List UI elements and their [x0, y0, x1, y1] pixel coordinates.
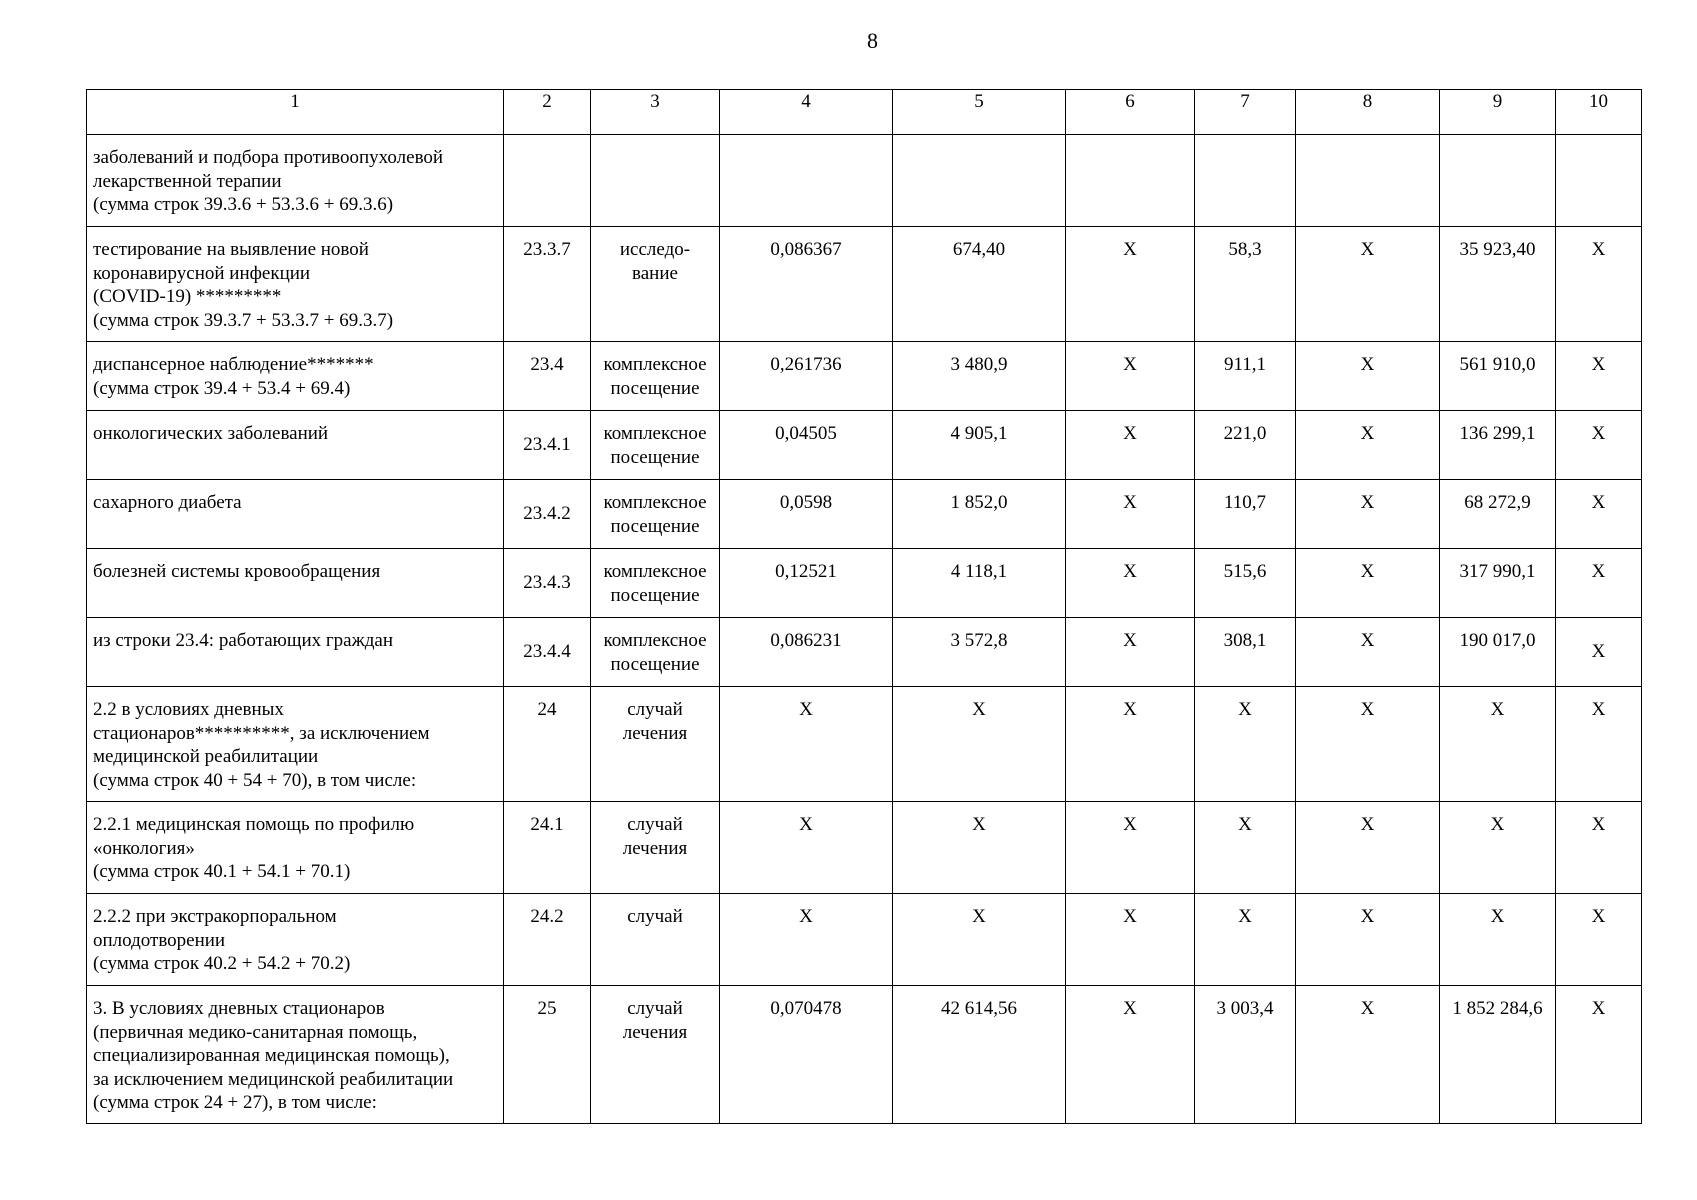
value-cell-c6: X: [1066, 802, 1195, 894]
value-cell-c5: 4 118,1: [893, 549, 1066, 618]
value-cell-c4: 0,0598: [720, 480, 893, 549]
row-name-cell: [87, 411, 504, 480]
row-code-cell: 23.4.3: [504, 549, 591, 618]
value-cell-c10: X: [1556, 411, 1642, 480]
value-cell-c10: X: [1556, 986, 1642, 1124]
unit-cell: [591, 135, 720, 227]
column-header: 6: [1066, 90, 1195, 135]
column-header: 9: [1440, 90, 1556, 135]
row-name-line: онкологических заболеваний: [93, 423, 329, 444]
column-header: 5: [893, 90, 1066, 135]
value-cell-c10: X: [1556, 480, 1642, 549]
unit-line: случай: [627, 699, 683, 720]
row-code-cell: 23.4.2: [504, 480, 591, 549]
column-header: 8: [1296, 90, 1440, 135]
unit-cell: [591, 480, 720, 549]
value-cell-c10: [1556, 135, 1642, 227]
value-cell-c9: X: [1440, 894, 1556, 986]
value-cell-c6: X: [1066, 618, 1195, 687]
row-name-line: (сумма строк 40.1 + 54.1 + 70.1): [93, 861, 351, 882]
table-row: [87, 802, 1642, 894]
value-cell-c9: 190 017,0: [1440, 618, 1556, 687]
page-number: 8: [867, 28, 878, 53]
unit-line: случай: [627, 906, 683, 927]
column-header: 2: [504, 90, 591, 135]
row-name-line: оплодотворении: [93, 929, 226, 951]
unit-line: посещение: [610, 377, 700, 399]
row-name-line: (сумма строк 40 + 54 + 70), в том числе:: [93, 769, 417, 791]
column-header: 3: [591, 90, 720, 135]
row-name-line: из строки 23.4: работающих граждан: [93, 630, 394, 651]
value-cell-c8: X: [1296, 549, 1440, 618]
value-cell-c5: 3 572,8: [893, 618, 1066, 687]
row-name-line: заболеваний и подбора противоопухолевой: [93, 147, 444, 168]
column-header: 4: [720, 90, 893, 135]
row-code-cell: 24: [504, 687, 591, 802]
unit-line: посещение: [610, 446, 700, 468]
value-cell-c9: 561 910,0: [1440, 342, 1556, 411]
unit-cell: [591, 618, 720, 687]
row-name-cell: [87, 549, 504, 618]
row-name-line: 2.2.1 медицинская помощь по профилю: [93, 814, 415, 835]
row-name-cell: [87, 618, 504, 687]
value-cell-c9: 136 299,1: [1440, 411, 1556, 480]
row-name-line: (сумма строк 39.4 + 53.4 + 69.4): [93, 377, 351, 399]
table-row: [87, 894, 1642, 986]
value-cell-c8: X: [1296, 618, 1440, 687]
unit-line: посещение: [610, 653, 700, 675]
value-cell-c4: 0,04505: [720, 411, 893, 480]
row-name-line: 2.2 в условиях дневных: [93, 699, 284, 720]
value-cell-c10: X: [1556, 549, 1642, 618]
value-cell-c9: [1440, 135, 1556, 227]
value-cell-c4: X: [720, 894, 893, 986]
value-cell-c4: 0,086367: [720, 227, 893, 342]
row-code-cell: 24.2: [504, 894, 591, 986]
row-name-line: (сумма строк 39.3.6 + 53.3.6 + 69.3.6): [93, 194, 394, 215]
unit-cell: [591, 802, 720, 894]
column-header: 10: [1556, 90, 1642, 135]
row-name-line: болезней системы кровообращения: [93, 561, 381, 582]
value-cell-c9: 68 272,9: [1440, 480, 1556, 549]
row-name-line: коронавирусной инфекции: [93, 262, 311, 284]
value-cell-c7: 515,6: [1195, 549, 1296, 618]
value-cell-c6: X: [1066, 480, 1195, 549]
value-cell-c9: 1 852 284,6: [1440, 986, 1556, 1124]
unit-cell: [591, 342, 720, 411]
value-cell-c8: X: [1296, 894, 1440, 986]
row-name-line: (первичная медико-санитарная помощь,: [93, 1021, 418, 1043]
value-cell-c5: 3 480,9: [893, 342, 1066, 411]
row-name-line: (сумма строк 39.3.7 + 53.3.7 + 69.3.7): [93, 309, 394, 331]
value-cell-c4: 0,086231: [720, 618, 893, 687]
value-cell-c9: 35 923,40: [1440, 227, 1556, 342]
unit-line: случай: [627, 814, 683, 835]
value-cell-c8: X: [1296, 342, 1440, 411]
value-cell-c4: 0,070478: [720, 986, 893, 1124]
row-name-line: (сумма строк 40.2 + 54.2 + 70.2): [93, 953, 351, 974]
table-row: [87, 135, 1642, 227]
row-name-cell: [87, 687, 504, 802]
unit-cell: [591, 227, 720, 342]
unit-line: посещение: [610, 515, 700, 537]
value-cell-c7: 911,1: [1195, 342, 1296, 411]
unit-line: случай: [627, 998, 683, 1019]
table-row: [87, 618, 1642, 687]
table-row: [87, 480, 1642, 549]
value-cell-c5: [893, 135, 1066, 227]
value-cell-c10: X: [1556, 802, 1642, 894]
value-cell-c5: X: [893, 687, 1066, 802]
row-code-cell: 23.4.1: [504, 411, 591, 480]
value-cell-c6: X: [1066, 227, 1195, 342]
value-cell-c5: 4 905,1: [893, 411, 1066, 480]
table-row: [87, 227, 1642, 342]
row-name-cell: [87, 894, 504, 986]
value-cell-c9: X: [1440, 687, 1556, 802]
value-cell-c7: [1195, 135, 1296, 227]
row-code-cell: 23.3.7: [504, 227, 591, 342]
table-row: [87, 986, 1642, 1124]
value-cell-c10: X: [1556, 227, 1642, 342]
value-cell-c9: 317 990,1: [1440, 549, 1556, 618]
row-name-line: 2.2.2 при экстракорпоральном: [93, 906, 337, 927]
column-number-row: [87, 90, 1642, 135]
value-cell-c5: X: [893, 802, 1066, 894]
row-name-line: «онкология»: [93, 837, 195, 859]
value-cell-c7: X: [1195, 894, 1296, 986]
row-name-cell: [87, 986, 504, 1124]
unit-line: лечения: [622, 1021, 688, 1043]
value-cell-c8: X: [1296, 687, 1440, 802]
unit-cell: [591, 411, 720, 480]
value-cell-c4: 0,261736: [720, 342, 893, 411]
column-header: 1: [87, 90, 504, 135]
value-cell-c7: 221,0: [1195, 411, 1296, 480]
row-name-cell: [87, 227, 504, 342]
value-cell-c7: X: [1195, 802, 1296, 894]
unit-cell: [591, 986, 720, 1124]
value-cell-c6: [1066, 135, 1195, 227]
row-name-line: специализированная медицинская помощь),: [93, 1045, 450, 1066]
table-row: [87, 549, 1642, 618]
unit-line: исследо-: [619, 239, 691, 260]
unit-line: комплексное: [603, 492, 707, 513]
value-cell-c8: [1296, 135, 1440, 227]
row-name-line: медицинской реабилитации: [93, 746, 319, 767]
value-cell-c7: 58,3: [1195, 227, 1296, 342]
value-cell-c6: X: [1066, 687, 1195, 802]
value-cell-c5: 674,40: [893, 227, 1066, 342]
table-row: [87, 411, 1642, 480]
row-name-cell: [87, 480, 504, 549]
unit-cell: [591, 687, 720, 802]
value-cell-c6: X: [1066, 549, 1195, 618]
value-cell-c7: X: [1195, 687, 1296, 802]
value-cell-c8: X: [1296, 227, 1440, 342]
value-cell-c7: 308,1: [1195, 618, 1296, 687]
value-cell-c10: X: [1556, 687, 1642, 802]
value-cell-c4: [720, 135, 893, 227]
unit-line: комплексное: [603, 423, 707, 444]
row-code-cell: [504, 135, 591, 227]
value-cell-c4: X: [720, 687, 893, 802]
row-name-line: тестирование на выявление новой: [93, 239, 369, 260]
unit-line: комплексное: [603, 354, 707, 375]
value-cell-c6: X: [1066, 986, 1195, 1124]
row-code-cell: 23.4: [504, 342, 591, 411]
row-name-cell: [87, 342, 504, 411]
value-cell-c8: X: [1296, 480, 1440, 549]
row-name-cell: [87, 802, 504, 894]
row-name-line: 3. В условиях дневных стационаров: [93, 998, 385, 1019]
value-cell-c6: X: [1066, 342, 1195, 411]
row-name-line: сахарного диабета: [93, 492, 242, 513]
row-code-cell: 25: [504, 986, 591, 1124]
value-cell-c5: 42 614,56: [893, 986, 1066, 1124]
value-cell-c6: X: [1066, 894, 1195, 986]
row-code-cell: 24.1: [504, 802, 591, 894]
unit-line: посещение: [610, 584, 700, 606]
value-cell-c10: X: [1556, 342, 1642, 411]
row-name-line: лекарственной терапии: [93, 170, 282, 192]
unit-line: вание: [632, 262, 678, 284]
value-cell-c8: X: [1296, 802, 1440, 894]
value-cell-c8: X: [1296, 986, 1440, 1124]
row-name-line: стационаров**********, за исключением: [93, 722, 430, 744]
value-cell-c7: 110,7: [1195, 480, 1296, 549]
row-name-line: диспансерное наблюдение*******: [93, 354, 374, 375]
unit-line: комплексное: [603, 630, 707, 651]
value-cell-c9: X: [1440, 802, 1556, 894]
value-cell-c10: X: [1556, 618, 1642, 687]
table-row: [87, 687, 1642, 802]
unit-cell: [591, 894, 720, 986]
value-cell-c4: 0,12521: [720, 549, 893, 618]
column-header: 7: [1195, 90, 1296, 135]
value-cell-c7: 3 003,4: [1195, 986, 1296, 1124]
unit-line: комплексное: [603, 561, 707, 582]
value-cell-c5: 1 852,0: [893, 480, 1066, 549]
row-name-cell: [87, 135, 504, 227]
data-table: [86, 89, 1642, 1124]
row-name-line: за исключением медицинской реабилитации: [93, 1068, 454, 1090]
row-name-line: (сумма строк 24 + 27), в том числе:: [93, 1092, 377, 1113]
row-code-cell: 23.4.4: [504, 618, 591, 687]
table-row: [87, 342, 1642, 411]
row-name-line: (COVID-19) *********: [93, 286, 282, 307]
value-cell-c5: X: [893, 894, 1066, 986]
unit-line: лечения: [622, 837, 688, 859]
unit-line: лечения: [622, 722, 688, 744]
value-cell-c8: X: [1296, 411, 1440, 480]
unit-cell: [591, 549, 720, 618]
value-cell-c6: X: [1066, 411, 1195, 480]
value-cell-c4: X: [720, 802, 893, 894]
value-cell-c10: X: [1556, 894, 1642, 986]
